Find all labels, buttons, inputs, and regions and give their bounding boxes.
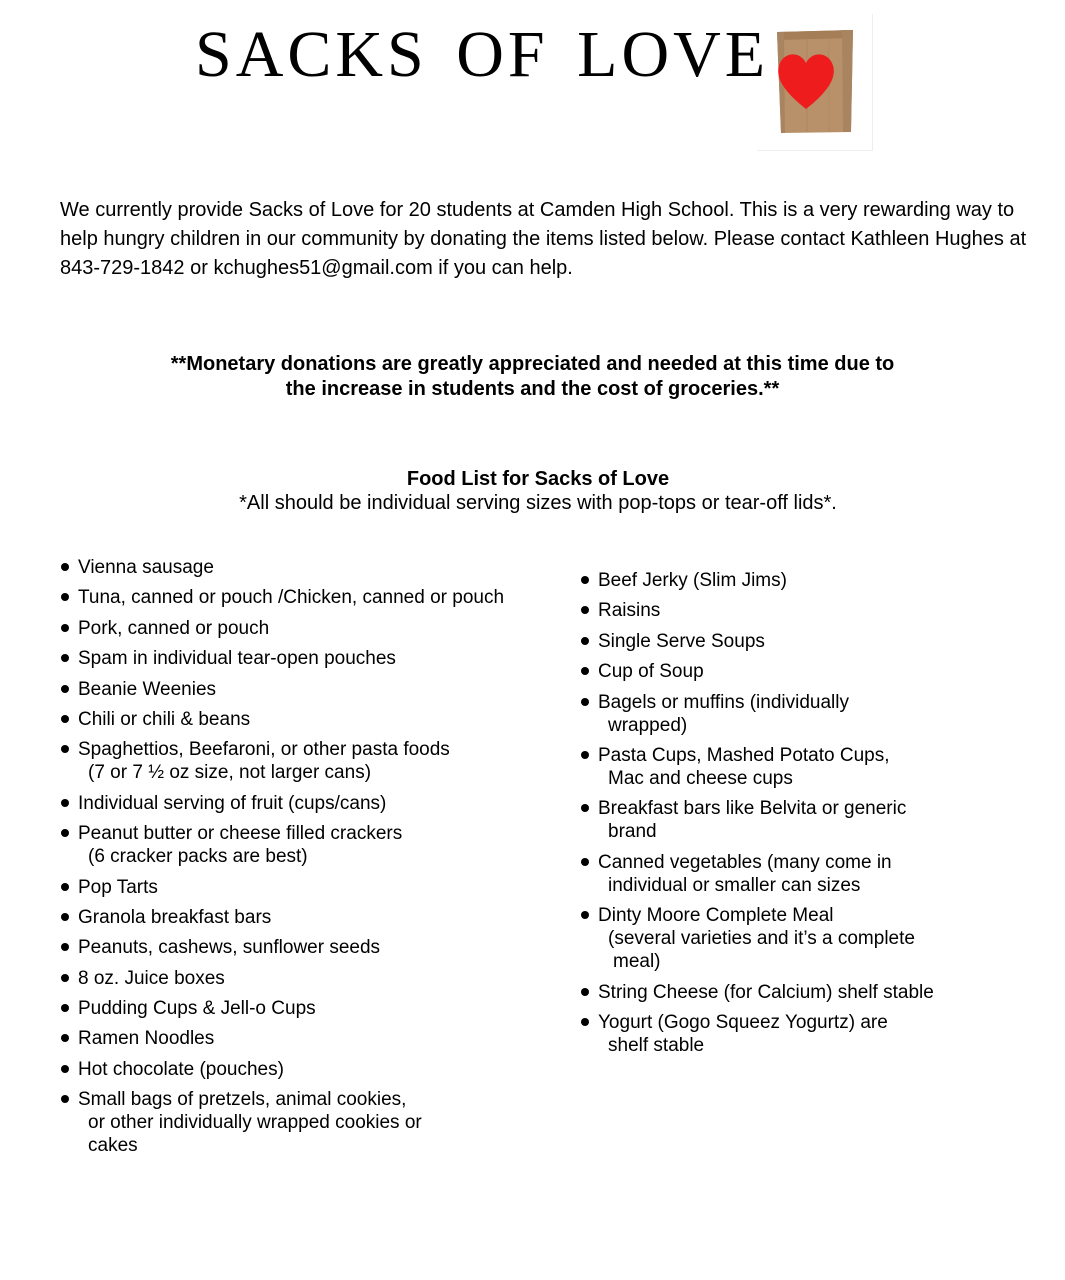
list-item [580,660,1000,683]
list-item-text: Ramen Noodles [78,1028,215,1050]
list-item-text: Spaghettios, Beefaroni, or other pasta foods [78,739,450,761]
list-item-text: Beef Jerky (Slim Jims) [598,570,787,591]
list-item-text: or other individually wrapped cookies or [88,1112,422,1134]
list-item [580,599,1000,622]
list-item [60,1027,530,1050]
list-item [60,617,530,640]
list-item-text: Yogurt (Gogo Squeez Yogurtz) are [598,1011,888,1033]
list-item [60,586,530,609]
list-item-text: Bagels or muffins (individually [598,691,849,713]
list-item [60,647,530,670]
list-item [60,876,530,899]
list-item-text: Individual serving of fruit (cups/cans) [78,792,387,814]
list-item [580,981,1000,1004]
list-item-text: Beanie Weenies [78,678,217,700]
list-item [60,906,530,929]
list-item-text: wrapped) [608,714,688,736]
list-item-text: cakes [88,1135,138,1157]
list-item [60,708,530,731]
list-item-text: Peanut butter or cheese filled crackers [78,823,403,845]
list-item [60,678,530,701]
list-item [60,822,530,868]
list-item-text: brand [608,821,657,843]
paper-bag-heart-icon [757,14,873,151]
list-item-text: Small bags of pretzels, animal cookies, [78,1089,407,1111]
list-item [580,904,1000,973]
list-item [60,738,530,784]
list-item [580,691,1000,737]
list-item-text: Hot chocolate (pouches) [78,1058,284,1080]
list-item-text: Pudding Cups & Jell-o Cups [78,998,316,1020]
list-item [580,569,1000,592]
food-list-title: Food List for Sacks of Love [406,468,670,490]
food-list-right-column [580,569,1000,1064]
list-item [60,1058,530,1081]
list-item-text: Cup of Soup [598,661,704,683]
list-item-text: 8 oz. Juice boxes [78,967,225,989]
list-item-text: Chili or chili & beans [78,708,251,730]
list-item [60,792,530,815]
list-item-text: Canned vegetables (many come in [598,851,892,873]
page-title: SACKS OF LOVE [195,18,770,91]
list-item-text: Pasta Cups, Mashed Potato Cups, [598,744,890,766]
list-item-text: Vienna sausage [78,557,214,578]
list-item-text: Peanuts, cashews, sunflower seeds [78,937,381,959]
monetary-notice [0,352,1065,402]
list-item-text: Breakfast bars like Belvita or generic [598,798,907,820]
intro-text: We currently provide Sacks of Love for 20 students at Camden High School. This is a very rewarding way to help hungry children in our community by donating the items listed below. Please contact Kathleen Hughes at 843-729-1842 or kchughes51@gmail.com if you can help. [60,199,1027,279]
list-item-text: (several varieties and it’s a complete [608,928,915,950]
list-item-text: (7 or 7 ½ oz size, not larger cans) [88,762,372,784]
food-list-heading [0,467,1065,515]
intro-paragraph [60,196,1035,283]
list-item-text: Granola breakfast bars [78,906,272,928]
list-item-text: shelf stable [608,1034,705,1056]
list-item-text: meal) [613,951,661,973]
list-item-text: Tuna, canned or pouch /Chicken, canned or pouch [78,587,505,609]
list-item-text: Spam in individual tear-open pouches [78,648,396,670]
list-item-text: (6 cracker packs are best) [88,846,308,868]
list-item-text: Pork, canned or pouch [78,617,270,639]
list-item [580,630,1000,653]
notice-line-2: the increase in students and the cost of groceries.** [285,378,780,400]
list-item-text: Mac and cheese cups [608,767,793,789]
list-item [580,797,1000,843]
list-item [60,936,530,959]
list-item-text: String Cheese (for Calcium) shelf stable [598,981,934,1003]
food-list-subtitle: *All should be individual serving sizes with pop-tops or tear-off lids*. [239,492,837,514]
list-item-text: individual or smaller can sizes [608,874,861,896]
food-list-left-column [60,556,530,1165]
list-item [580,851,1000,897]
list-item [60,1088,530,1157]
list-item [60,556,530,579]
list-item-text: Dinty Moore Complete Meal [598,905,834,927]
list-item-text: Raisins [598,600,661,622]
list-item [580,1011,1000,1057]
list-item [580,744,1000,790]
list-item [60,997,530,1020]
list-item-text: Single Serve Soups [598,630,765,652]
list-item [60,967,530,990]
list-item-text: Pop Tarts [78,876,158,898]
notice-line-1: **Monetary donations are greatly appreciated and needed at this time due to [170,353,895,375]
